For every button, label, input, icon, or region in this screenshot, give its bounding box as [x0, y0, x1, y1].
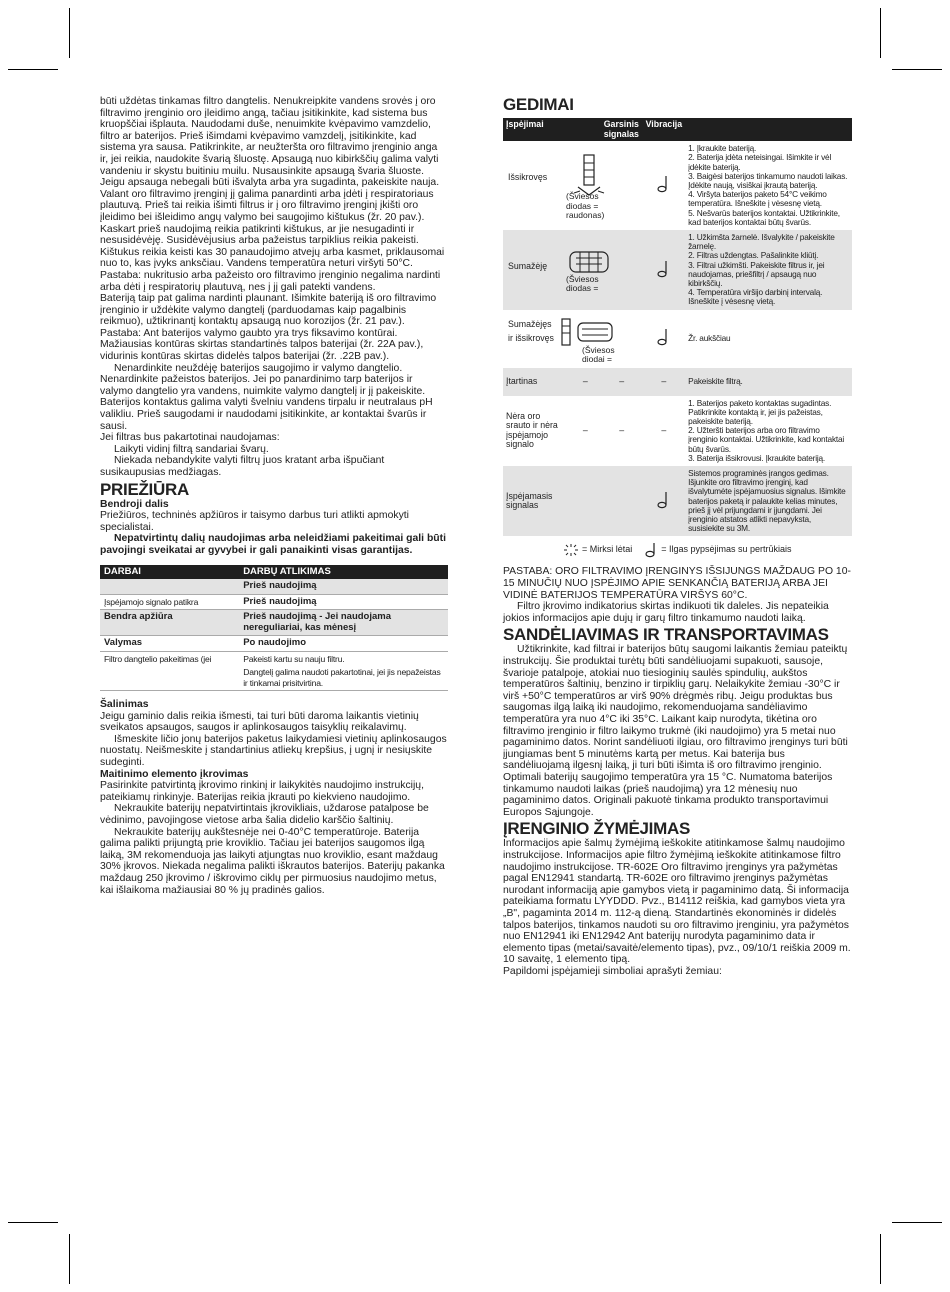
- crop-mark: [892, 69, 942, 70]
- care-task: Bendra apžiūra: [100, 610, 239, 636]
- fault-row: [503, 368, 852, 396]
- fault-vibration: [643, 466, 686, 536]
- storage-text: Užtikrinkite, kad filtrai ir baterijos būtų saugomi laikantis žemiau pateiktų instrukcijų. Šie produktai turėtų būti sandėliuojami supakuoti, sausoje, švarioje patalpoje, atokiai nuo tiesioginių saulės spindulių, aukštos temperatūros šaltinių, benzino ir tirpiklių garų. Nelaikykite žemiau -30°C ir virš +50°C temperatūros ar virš 90% drėgmės ribų. Jeigu produktas bus saugomas ilgą laiką iki naudojimo, rekomenduojama sandėliavimo temperatūra yra nuo 4°C iki 35°C. Laikant kaip nurodyta, tikėtina oro filtravimo įrenginio ir filtro laikymo trukmė (iki naudojimo) yra 5 metai nuo pagaminimo datos. Norint sandėliuoti ilgiau, oro filtravimo įrenginys turi būti įjungiamas bent 5 minutėms kartą per metus. Kai baterija bus sandėliuojamą ilgesnį laiką, ji turi būti išimta iš oro filtravimo įrenginio. Optimali baterijų saugojimo temperatūra yra 15 °C. Numatoma baterijos tinkamumo naudoti laikas (prieš naudojimą) yra 12 mėnesių nuo pagaminimo datos. Originali pakuotė tinkama produkto transportavimui Europos Sąjungoje.: [503, 644, 848, 818]
- fix-step: Sistemos programinės įrangos gedimas. Išjunkite oro filtravimo įrenginį, kad išvalytumėte įspėjamuosius signalus. Išimkite baterijos paketą ir palaukite kelias minutes, prieš jį vėl prijungdami ir įjungdami. Jei įrenginio atstatos atlikti nepavyksta, susisiekite su 3M.: [688, 468, 846, 534]
- fix-step: 4. Viršyta baterijos paketo 54°C veikimo temperatūra. Išneškite į vėsesnę vietą.: [688, 189, 827, 209]
- led-caption: (Šviesos diodai =: [582, 344, 615, 365]
- disposal-paragraph: Jeigu gaminio dalis reikia išmesti, tai turi būti daroma laikantis vietinių sveikatos apsaugos, saugos ir aplinkosaugos taisyklių reikalavimų.: [100, 710, 419, 734]
- indicator-note: Filtro įkrovimo indikatorius skirtas indikuoti tik daleles. Jis nepateikia jokios informacijos apie dujų ir garų filtro tinkamumo naudoti laiką.: [503, 601, 829, 624]
- disposal-title: Šalinimas: [100, 699, 149, 711]
- fault-fix: [685, 310, 852, 368]
- fault-header-vibration: Vibracija: [643, 118, 686, 141]
- care-header-when: DARBŲ ATLIKIMAS: [239, 565, 448, 580]
- fix-step: 2. Užteršti baterijos arba oro filtravimo įrenginio kontaktai. Užtikrinkite, kad kontaktai būtų švarūs.: [688, 425, 845, 454]
- crop-mark: [8, 69, 58, 70]
- fault-row: [503, 310, 852, 368]
- battery-cleaning-paragraph: Bateriją taip pat galima nardinti plaunant. Išimkite bateriją iš oro filtravimo įrenginio ir uždėkite valymo dangtelį (parduodamas kaip pagalbinis reikmuo), užtikrinantį kontaktų apsaugą nuo korozijos (žr. 21 pav.).: [100, 293, 437, 328]
- fault-vibration: [643, 141, 686, 230]
- right-column: [503, 96, 852, 977]
- fault-name: [503, 396, 601, 466]
- fault-name-label: Nėra oro srauto ir nėra įspėjamojo signalo: [506, 410, 558, 450]
- filter-reuse-1: Laikyti vidinį filtrą sandariai švarų.: [114, 443, 269, 455]
- led-caption: (Šviesos diodas = raudonas): [566, 191, 605, 221]
- fix-step: 4. Temperatūra viršijo darbinį intervalą. Išneškite į vėsesnę vietą.: [688, 287, 823, 307]
- marking-title: ĮRENGINIO ŽYMĖJIMAS: [503, 819, 690, 839]
- fault-row: [503, 396, 852, 466]
- marking-extra: Papildomi įspėjamieji simboliai aprašyti žemiau:: [503, 965, 722, 977]
- fault-table: [503, 118, 852, 536]
- long-beep-icon: [645, 542, 659, 558]
- fault-name: [503, 466, 601, 536]
- legend-blink-label: = Mirksi lėtai: [581, 544, 633, 555]
- fix-step: 5. Nešvarūs baterijos kontaktai. Užtikrinkite, kad baterijos kontaktai būtų švarūs.: [688, 207, 840, 227]
- led-caption: (Šviesos diodas =: [566, 273, 599, 294]
- blink-icon: [563, 543, 579, 557]
- fault-name: [503, 310, 615, 368]
- fix-step: Žr. aukščiau: [688, 333, 731, 344]
- fault-vibration: [643, 310, 686, 368]
- fault-dash: –: [582, 375, 588, 386]
- fault-legend: [503, 542, 852, 558]
- faults-title: GEDIMAI: [503, 95, 574, 114]
- charging-paragraph: Nekraukite baterijų nepatvirtintais įkrovikliais, uždarose patalpose be vėdinimo, pavojingose vietose arba šalia didelio karščio šaltinių.: [100, 803, 429, 826]
- fault-name: [503, 141, 605, 230]
- fault-header-warning: Įspėjimai: [503, 118, 601, 141]
- upper-note: PASTABA: ORO FILTRAVIMO ĮRENGINYS IŠSIJUNGS MAŽDAUG PO 10-15 MINUČIŲ NUO ĮSPĖJIMO APIE SENKANČIĄ BATERIJĄ ARBA JEI VIDINĖ BATERIJOS TEMPERATŪRA VIRŠYS 60°C.: [503, 566, 851, 601]
- fault-fix: [685, 230, 852, 310]
- fault-fix: [685, 396, 852, 466]
- fault-sound: –: [601, 368, 643, 396]
- care-title: PRIEŽIŪRA: [100, 479, 189, 499]
- fault-vibration: [643, 230, 686, 310]
- fault-row: [503, 141, 852, 230]
- warning-text: Nepatvirtintų dalių naudojimas arba neleidžiami pakeitimai gali būti pavojingi sveikatai ar gyvybei ir gali panaikinti visas garantijas.: [100, 533, 446, 556]
- care-when: Prieš naudojimą - Jei naudojama nereguliariai, kas mėnesį: [239, 610, 448, 636]
- charging-paragraph: Nekraukite baterijų aukštesnėje nei 0-40°C temperatūroje. Baterija galima palikti prijungtą prie kroviklio. Tačiau jei baterijos saugomos ilgą laiką, 3M rekomenduoja jas laikyti atjungtas nuo kroviklio, esant maždaug 30% įkrovos. Niekada negalima palikti iškrautos baterijos. Baterijų pakanka maždaug 250 įkrovimo / iškrovimo ciklų per pirmuosius naudojimo metus, kai išlaikoma mažiausiai 80 % jų pradinės galios.: [100, 826, 445, 896]
- care-when-note: Dangtelį galima naudoti pakartotinai, jei jis nepažeistas ir tinkamai prisitvirtina.: [243, 667, 441, 688]
- long-beep-icon: [656, 491, 672, 509]
- care-when: Po naudojimo: [239, 636, 448, 652]
- care-task: Įspėjamojo signalo patikra: [100, 594, 239, 610]
- care-task: [100, 579, 239, 594]
- note-paragraph: Pastaba: Ant baterijos valymo gaubto yra trys fiksavimo kontūrai. Mažiausias kontūras skirtas standartinės talpos baterijai (žr. 22A pav.), vidurinis kontūras skirtas didelės talpos baterijai (žr. .22B pav.).: [100, 327, 424, 363]
- crop-mark: [69, 8, 70, 58]
- care-when-main: Pakeisti kartu su nauju filtru.: [243, 653, 345, 664]
- marking-text: Informacijos apie šalmų žymėjimą ieškokite atitinkamose šalmų naudojimo instrukcijose. Informacijos apie filtro žymėjimą ieškokite atitinkamose filtro naudojimo instrukcijose. TR-602E Oro filtravimo įrenginys yra pažymėtas pagal EN12941 standartą. TR-602E oro filtravimo įrenginys pažymėtas nurodant informaciją apie gamybos vietą ir pagaminimo datą. Ši informacija pateikiama formatu LYYDDD. Pvz., B14112 reiškia, kad gamybos vieta yra „B", pagaminta 2014 m. 112-ą dieną. Standartinės ekonominės ir didelės talpos baterijos, tinkamos naudoti su oro filtravimo įrenginiu, yra pažymėtos nuo EN12941 iki EN12942 Ant baterijų nurodyta pagaminimo data ir elemento tipas (metai/savaitė/elemento tipas), pvz., 09/10/1 reiškia 2009 m. 10 savaitę, 1 elemento tipą.: [503, 838, 851, 966]
- care-table: [100, 565, 448, 692]
- care-when: Prieš naudojimą: [239, 594, 448, 610]
- fault-header-fix: [685, 118, 852, 141]
- fix-step: 3. Filtrai užkimšti. Pakeiskite filtrus ir, jei naudojamas, priešfiltrį / apsaugą nuo kibirkščių.: [688, 259, 825, 289]
- fault-sound: –: [619, 425, 625, 436]
- fix-step: 2. Filtras uždengtas. Pašalinkite kliūtį.: [688, 250, 819, 261]
- fix-step: 2. Baterija įdėta neteisingai. Išimkite ir vėl įdėkite bateriją.: [688, 152, 832, 172]
- fix-step: Pakeiskite filtrą.: [688, 376, 743, 387]
- care-header-task: DARBAI: [100, 565, 239, 580]
- cleaning-paragraph: būti uždėtas tinkamas filtro dangtelis. Nenukreipkite vandens srovės į oro filtravimo įrenginio oro įleidimo angą, tačiau įsitikinkite, kad sistema bus kruopščiai išplauta. Naudodami duše, nenuimkite kvėpavimo vamzdelio, filtro ar baterijos. Prieš išimdami kvėpavimo vamzdelį, įsitikinkite, kad sistema yra sausa. Patikrinkite, ar neužteršta oro filtravimo įrenginio anga ir, jei reikia, naudokite švarią šluostę. Apsaugą nuo kibirkščių galima valyti vandeniu ir skystu buitiniu muilu. Nusausinkite apsaugą švaria šluoste. Jeigu apsauga nebegali būti išvalyta arba yra sugadinta, pakeiskite nauja. Valant oro filtravimo įrenginį jį galima panardinti arba įdėti į respiratoriaus plautuvą. Prieš tai reikia išimti filtrus ir į oro filtravimo įrenginį įkišti oro įleidimo bei išleidimo angų valymo bei saugojimo kištukus (žr. 20 pav.). Kaskart prieš naudojimą reikia patikrinti kištukus, ar jie nesugadinti ir nesusidėvėję. Susidėvėjusius arba pažeistus tarpiklius reikia pakeisti. Kištukus reikia keisti kas 30 panaudojimo atvejų arba kasmet, priklausomai nuo to, kas įvyks anksčiau. Vandens temperatūra neturi viršyti 50°C. Pastaba: nukritusio arba pažeisto oro filtravimo įrenginio negalima nardinti arba dėti į respiratorių plautuvą, nes į jį gali patekti vandens.: [100, 96, 445, 293]
- fault-vibration: –: [661, 425, 667, 436]
- crop-mark: [880, 8, 881, 58]
- storage-title: SANDĖLIAVIMAS IR TRANSPORTAVIMAS: [503, 625, 829, 645]
- fault-name: [503, 368, 601, 396]
- charging-title: Maitinimo elemento įkrovimas: [100, 768, 249, 780]
- long-beep-icon: [656, 260, 672, 278]
- fault-name: [503, 230, 601, 310]
- care-task: Valymas: [100, 636, 239, 652]
- care-task: Filtro dangtelio pakeitimas (jei: [100, 651, 239, 691]
- long-beep-icon: [656, 175, 672, 193]
- fix-step: 1. Baterijos paketo kontaktas sugadintas. Patikrinkite kontaktą ir, jei jis pažeistas, pakeiskite bateriją.: [688, 397, 832, 427]
- legend-long-label: = Ilgas pypsėjimas su pertrūkiais: [661, 544, 792, 555]
- fault-fix: [685, 466, 852, 536]
- crop-mark: [69, 1234, 70, 1284]
- fix-step: 3. Baterija išsikrovusi. Įkraukite bateriją.: [688, 452, 826, 463]
- fix-step: 1. Įkraukite bateriją.: [688, 143, 757, 154]
- battery-warning-2: Nenardinkite pažeistos baterijos. Jei po panardinimo tarp baterijos ir valymo dangtelio yra vandens, nuimkite valymo dangtelį ir jį pakeiskite. Baterijos kontaktus galima valyti švelniu vandens tirpalu ir neutralaus pH valikliu. Prieš saugodami ir naudodami įsitikinkite, ar kontaktai švarūs ir sausi.: [100, 374, 433, 432]
- crop-mark: [880, 1234, 881, 1284]
- fault-fix: [685, 368, 852, 396]
- fault-name-label: Išsikrovęs: [508, 171, 548, 182]
- crop-mark: [8, 1222, 58, 1223]
- left-column: [100, 96, 448, 896]
- fault-row: [503, 230, 852, 310]
- crop-mark: [892, 1222, 942, 1223]
- fault-name-label: Įtartinas: [506, 375, 538, 386]
- fault-vibration: –: [643, 368, 686, 396]
- fault-fix: [685, 141, 852, 230]
- fault-header-sound: Garsinis signalas: [601, 118, 643, 141]
- general-subtitle: Bendroji dalis: [100, 498, 169, 510]
- fault-name-label: Įspėjamasis signalas: [506, 490, 553, 511]
- filter-reuse-intro: Jei filtras bus pakartotinai naudojamas:: [100, 432, 280, 444]
- fault-name-label: Sumažėjęs ir išsikrovęs: [508, 318, 554, 343]
- fix-step: 1. Užkimšta žarnelė. Išvalykite / pakeiskite žarnelę.: [688, 232, 835, 252]
- fault-sound: [601, 466, 643, 536]
- filter-reuse-2: Niekada nebandykite valyti filtrų juos kratant arba išpučiant susikaupusias medžiagas.: [100, 455, 385, 478]
- long-beep-icon: [656, 328, 672, 346]
- fault-row: [503, 466, 852, 536]
- battery-warning-1: Nenardinkite neuždėję baterijos saugojimo ir valymo dangtelio.: [114, 362, 403, 374]
- fix-step: 3. Baigėsi baterijos tinkamumo naudoti laikas. Įdėkite naują, visiškai įkrautą bateriją.: [688, 170, 848, 190]
- fault-name-label: Sumažėję: [508, 260, 548, 271]
- care-when: [239, 651, 448, 691]
- care-when: Prieš naudojimą: [239, 579, 448, 594]
- general-text: Priežiūros, techninės apžiūros ir taisymo darbus turi atlikti apmokyti specialistai.: [100, 510, 409, 533]
- fault-dash: –: [582, 424, 588, 435]
- disposal-paragraph: Išmeskite ličio jonų baterijos paketus laikydamiesi vietinių aplinkosaugos nuostatų. Neišmeskite į standartinius atliekų krepšius, į ugnį ir nesiųskite sudeginti.: [100, 733, 447, 769]
- charging-paragraph: Pasirinkite patvirtintą įkrovimo rinkinį ir laikykitės naudojimo instrukcijų, pateikiamų rinkinyje. Baterijas reikia įkrauti po kiekvieno naudojimo.: [100, 780, 424, 803]
